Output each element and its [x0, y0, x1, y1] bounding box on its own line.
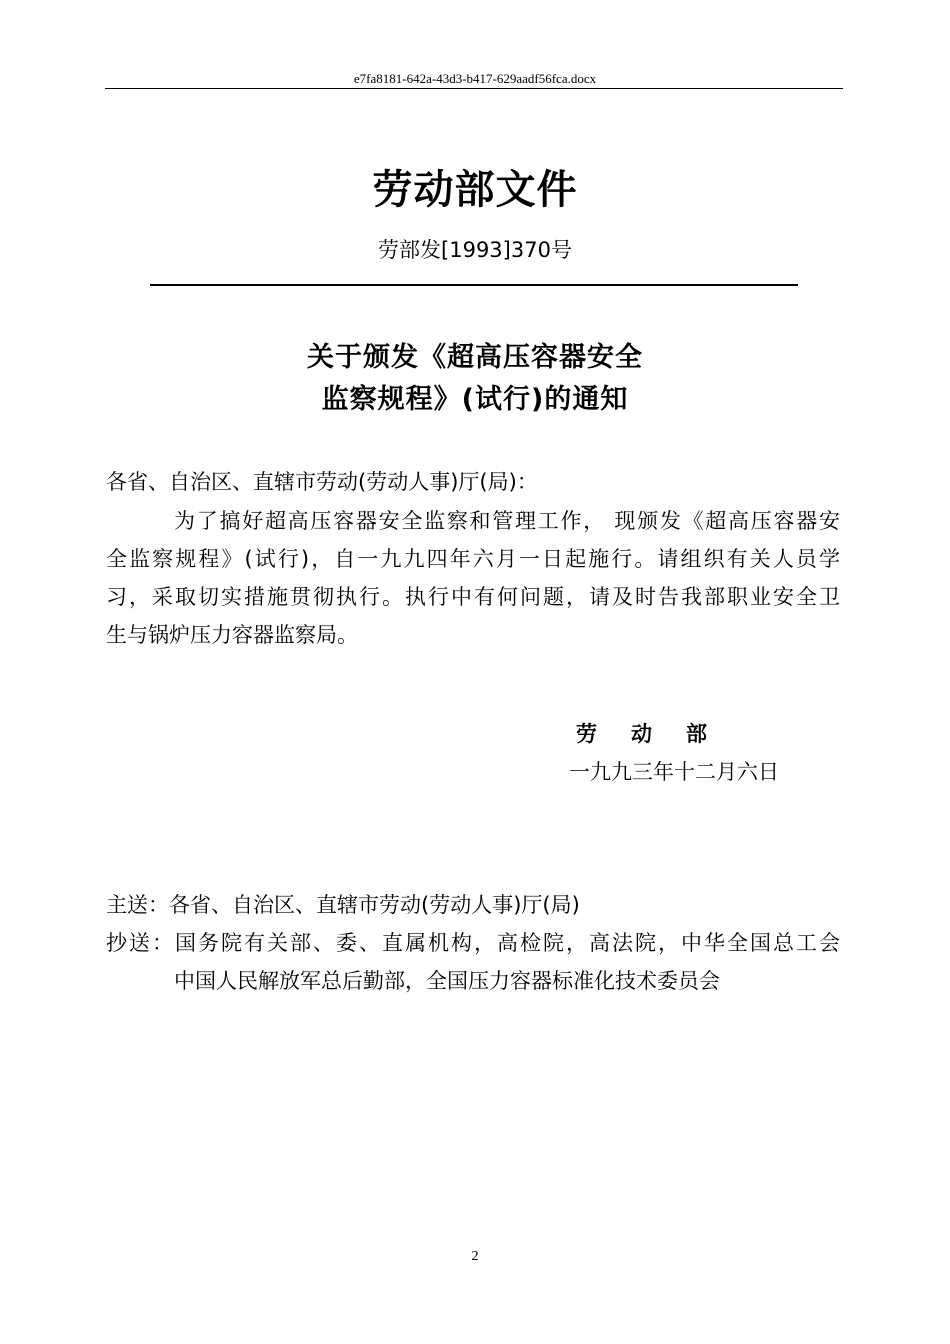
salutation: 各省、自治区、直辖市劳动(劳动人事)厅(局)：: [106, 470, 538, 494]
copy-to-line1: 抄送：国务院有关部、委、直属机构，高检院，高法院，中华全国总工会: [106, 931, 840, 955]
document-number: 劳部发[1993]370号: [378, 238, 572, 262]
header-divider: [105, 88, 843, 89]
copy-to-line2: 中国人民解放军总后勤部，全国压力容器标准化技术委员会: [174, 969, 720, 993]
document-title: 劳动部文件: [372, 167, 578, 213]
body-line-1: 为了搞好超高压容器安全监察和管理工作， 现颁发《超高压容器安: [174, 509, 840, 533]
header-filename: e7fa8181-642a-43d3-b417-629aadf56fca.docx: [353, 71, 597, 86]
main-send: 主送：各省、自治区、直辖市劳动(劳动人事)厅(局): [106, 893, 580, 917]
signature-date: 一九九三年十二月六日: [569, 760, 779, 784]
notice-title-line1: 关于颁发《超高压容器安全: [307, 342, 643, 373]
notice-title-line2: 监察规程》(试行)的通知: [321, 384, 629, 415]
title-divider: [150, 284, 798, 286]
body-line-2: 全监察规程》(试行)，自一九九四年六月一日起施行。请组织有关人员学: [106, 547, 840, 571]
page-number: 2: [471, 1249, 479, 1264]
signature-organization: 劳动部: [576, 722, 741, 746]
body-line-3: 习，采取切实措施贯彻执行。执行中有何问题，请及时告我部职业安全卫: [106, 585, 840, 609]
body-line-4: 生与锅炉压力容器监察局。: [106, 623, 358, 647]
